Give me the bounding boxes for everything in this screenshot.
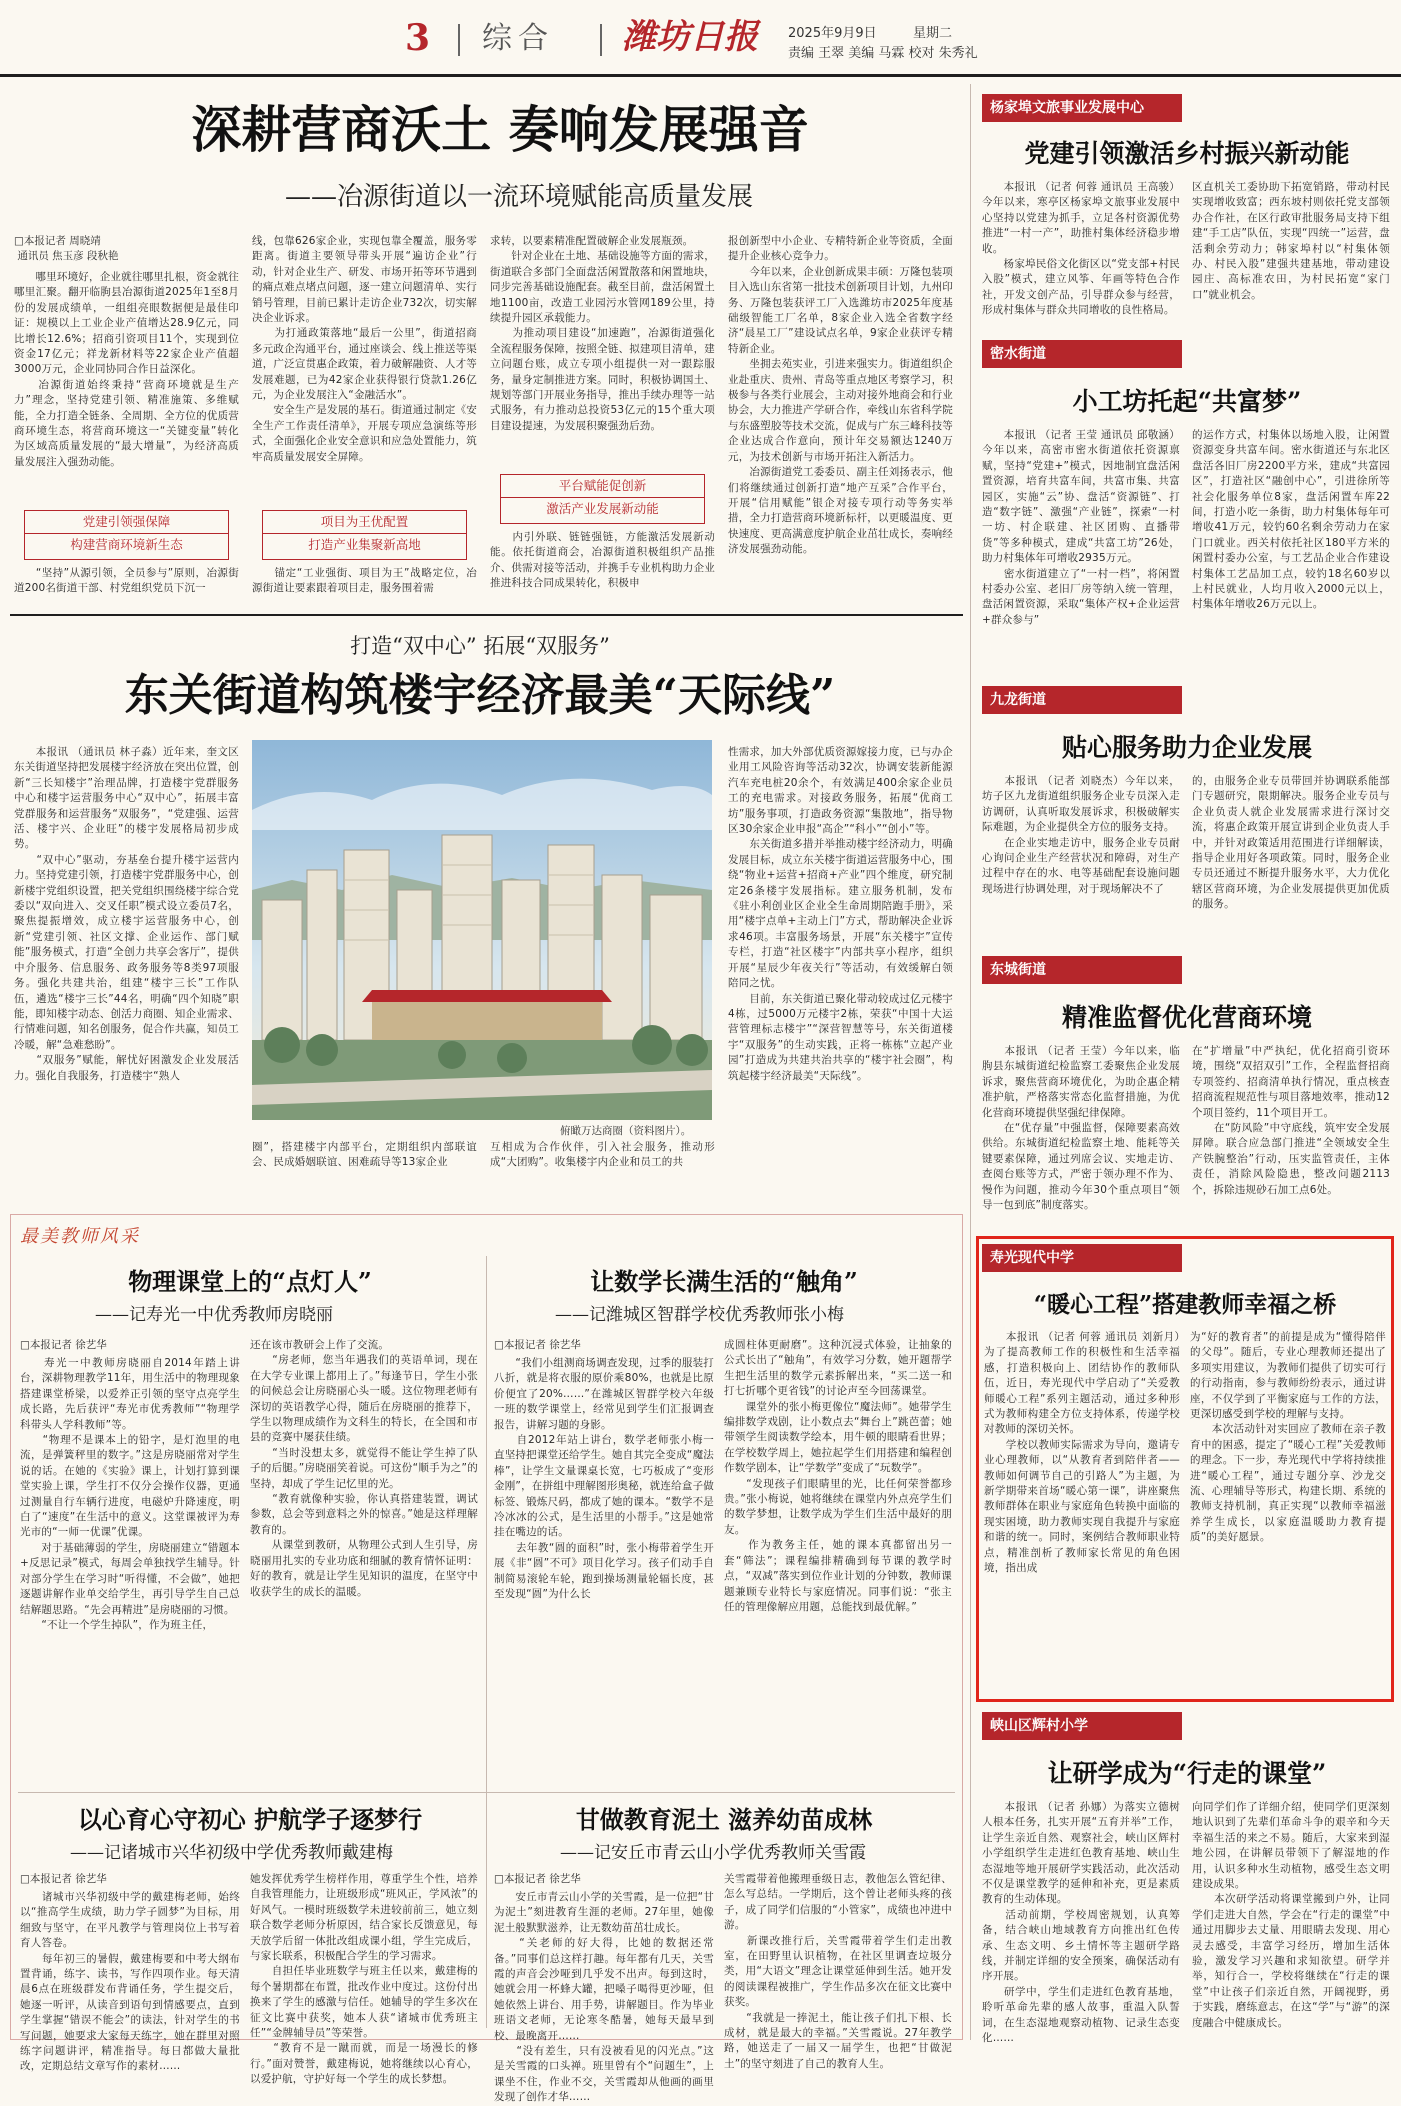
masthead-divider <box>600 24 602 56</box>
right-section-body: 本报讯 （记者 何蓉 通讯员 王高骏）今年以来，寒亭区杨家埠文旅事业发展中心坚持以党建为抓手，立足各村资源优势推进“一村一产”，助推村集体经济稳步增收。 杨家埠民俗文化街区以“党支部+村民入股”模式，建立风筝、年画等特色合作社，开发文创产品，引导群众参与经营，形成村集体与群众共同增收的良性格局。 <box>982 181 1180 317</box>
lead-column-2: 线，包靠626家企业，实现包靠全覆盖，服务零距离。街道主要领导带头开展“遍访企业”行动，针对企业生产、研发、市场开拓等环节遇到的痛点难点堵点问题，逐一建立问题清单、实行销号管理，目前已累计走访企业732次，切实解决企业诉求。 为打通政策落地“最后一公里”，街道招商多元政企沟通平台，通过座谈会、线上推送等渠道，广泛宣贯惠企政策，着力破解融资、人才等发展难题，已为42家企业获得银行贷款1.26亿元，为企业发展注入“金融活水”。 安全生产是发展的基石。街道通过制定《安全生产工作责任清单》，开展专项应急演练等形式，全面强化企业安全意识和应急处置能力，筑牢高质量发展安全屏障。 <box>252 235 477 463</box>
teacher-1-title: 物理课堂上的“点灯人” <box>128 1267 372 1296</box>
section-rule <box>10 614 963 616</box>
right-section-banner: 九龙街道 <box>982 686 1182 714</box>
subhead-line: 打造产业集聚新高地 <box>263 533 466 556</box>
skyline-photo-art <box>252 740 712 1120</box>
teacher-4-subtitle: ——记安丘市青云山小学优秀教师关雪霞 <box>560 1843 866 1863</box>
lead-title: 深耕营商沃土 奏响发展强音 <box>191 100 809 159</box>
teacher-2-column-1: “我们小组测商场调查发现，过季的服装打八折，就是将衣服的原价乘80%，也就是比原价便宜了20%……”在潍城区智群学校六年级一班的数学课堂上，经常见到学生们汇报调查报告，讲解习题的身影。 自2012年站上讲台，数学老师张小梅一直坚持把课堂还给学生。她自其完全变成“魔法棒”，让学生文量课桌长宽，七巧板成了“变形金刚”，在拼组中理解图形奥秘，就连给盒子做标签、锻炼尺码，都成了她的课本。“数学不是冷冰冰的公式，是生活里的小帮手。”这是她常挂在嘴边的话。 去年教“圆的面积”时，张小梅带着学生开展《非“圆”不可》项目化学习。孩子们动手自制简易滚轮车轮，跑到操场测量轮辐长度，甚至发现“圆”为什么长 <box>494 1357 714 1601</box>
lead-column-1: 哪里环境好，企业就往哪里扎根，资金就往哪里汇聚。翻开临朐县冶源街道2025年1至8月份的发展成绩单，一组组亮眼数据便是最佳印证：规模以上工业企业产值增达28.9亿元，同比增长12.6%；招商引资项目11个，实现到位资金17亿元；祥龙新材料等22家企业产值超3000万元，企业同协同合作日益深化。 冶源街道始终秉持“营商环境就是生产力”理念，坚持党建引领、精准施策、多维赋能，全力打造全链条、全周期、全方位的优质营商环境生态，将营商环境这一“关键变量”转化为区域高质量发展的“最大增量”，为经济高质量发展注入强劲动能。 <box>14 271 239 468</box>
lead-subhead-box <box>262 510 467 560</box>
right-section-title: 让研学成为“行走的课堂” <box>1047 1759 1327 1788</box>
right-section-title: 精准监督优化营商环境 <box>1061 1003 1312 1032</box>
right-section-body: 的运作方式，村集体以场地入股，让闲置资源变身共富车间。密水街道还与东北区盘活各旧厂房2200平方米，建成“共富园区”，打造社区“融创中心”，引进徐所等社会化服务单位8家，盘活闲置车库22间，打造小吃一条街，助力村集体每年可增收41万元，较钓60名剩余劳动力在家门口就业。西关村依托社区180平方米的闲置村委办公室，与工艺品企业合作建设村集体工艺品加工点，较钓18名60岁以上村民就业，人均月收入2000元以上，村集体年增收26万元以上。 <box>1192 429 1390 611</box>
teacher-3-column-1: 诸城市兴华初级中学的戴建梅老师，始终以“推高学生成绩，助力学子圆梦”为目标，用细致与坚守，在平凡教学与管理岗位上书写着育人答卷。 每年初三的暑假，戴建梅要和中考大纲布置背诵，练字、读书，写作四项作业。每天清晨6点在班级群发布背诵任务，学生提交后，她逐一听评，从读音到语句到情感要点，直到学生掌握“错误不能会”的读法，针对学生的书写问题，她要求大家每天练字，她在群里对照练字问题讲评，精准指导。每日都做大量批改，定期总结文章写作的素材…… <box>20 1891 240 2073</box>
right-section-title: 党建引领激活乡村振兴新动能 <box>1024 139 1350 168</box>
teacher-4-column-1: 安丘市青云山小学的关雪霞，是一位把“甘为泥土”刻进教育生涯的老师。27年里，她像泥土般默默滋养，让无数幼苗茁壮成长。 “关老师的好大得，比她的数据还常备。”同事们总这样打趣。每年都有几天，关雪霞的声音会沙哑到几乎发不出声。每到这时，她就会用一杯蜂大罐，把嗓子喝得更沙哑，但她依然上讲台、用手势，讲解题目。作为毕业班语文老师，无论寒冬酷暑，她每天最早到校、最晚离开…… “没有差生，只有没被看见的闪光点。”这是关雪霞的口头禅。班里曾有个“问题生”，上课坐不住，作业不交，关雪霞却从他画的画里发现了创作才华…… <box>494 1891 714 2104</box>
right-section-body: 向同学们作了详细介绍，使同学们更深刻地认识到了先辈们革命斗争的艰辛和今天幸福生活的来之不易。随后，大家来到湿地公园，在讲解员带领下了解湿地的作用，认识多种水生动植物，感受生态文明建设成果。 本次研学活动将课堂搬到户外，让同学们走进大自然，学会在“行走的课堂”中通过用脚步去丈量、用眼睛去发现、用心灵去感受，丰富学习经历，增加生活体验，激发学习兴趣和求知欲望。研学并举，知行合一，学校将继续在“行走的课堂”中让孩子们亲近自然，开阔视野，勇于实践，磨练意志，在这“学”与“游”的深度融合中健康成长。 <box>1192 1801 1390 2029</box>
teacher-4-title: 甘做教育泥土 滋养幼苗成林 <box>575 1805 873 1834</box>
teacher-2-byline: □本报记者 徐艺华 <box>494 1339 581 1351</box>
teacher-2-title: 让数学长满生活的“触角” <box>590 1267 858 1296</box>
right-column-divider <box>970 84 971 2040</box>
row-divider <box>18 1792 955 1793</box>
teacher-3-title: 以心育心守初心 护航学子逐梦行 <box>77 1805 423 1834</box>
teachers-banner <box>14 1220 164 1248</box>
lead-column-2b: 锚定“工业强街、项目为王”战略定位，冶源街道让要素跟着项目走，服务围着需 <box>252 567 477 595</box>
lead-column-1b: “坚持”从源引领，全员参与”原则，冶源街道200名街道干部、村党组织党员下沉一 <box>14 567 239 595</box>
teacher-1-column-1: 寿光一中教师房晓丽自2014年踏上讲台，深耕物理教学11年，用生活中的物理现象搭建课堂桥梁，以爱养正引领的坚守点亮学生成长路，先后获评“寿光市优秀教师”“物理学科带头人学科教师”等。 “物理不是课本上的铅字，是灯泡里的电流，是弹簧秤里的数字。”这是房晓丽常对学生说的话。在她的《实验》课上，计划打算到课堂实验上课，学生打不仅分会操作仪器，更通过测量自行车辆行进度，电磁炉升降速度，明白了“速度”在生活中的意义。这堂课被评为寿光市的“一师一优课”优课。 对于基础薄弱的学生，房晓丽建立“错题本+反思记录”模式，每周会单独找学生辅导。针对部分学生在学习时“听得懂，不会做”，她把逐题讲解作业单交给学生，再引导学生自己总结解题思路。“先会再精进”是房晓丽的习惯。 “不让一个学生掉队”，作为班主任， <box>20 1357 240 1631</box>
issue-weekday: 星期二 <box>913 26 953 41</box>
teacher-1-byline: □本报记者 徐艺华 <box>20 1339 107 1351</box>
lead-column-3: 求转，以要素精准配置破解企业发展瓶颈。 针对企业在土地、基础设施等方面的需求，街道联合多部门全面盘活闲置散落和闲置地块，同步完善基础设施配套。截至目前，盘活闲置土地1100亩，改造工业园污水管网189公里，持续提升园区承载能力。 为推动项目建设“加速跑”，冶源街道强化全流程服务保障，按照全链、拟建项目清单，建立问题台账，成立专项小组提供一对一跟踪服务，量身定制推进方案。同时，积极协调国土、规划等部门开展业务指导，推出手续办理等一站式服务，有力推动总投资53亿元的15个重大项目建设提速，为发展积聚强劲后劲。 <box>490 235 715 432</box>
lead-column-4: 报创新型中小企业、专精特新企业等资质，全面提升企业核心竞争力。 今年以来，企业创新成果丰硕：万隆包装项目入选山东省第一批技术创新项目计划，九州印务、万隆包装获评工厂入选潍坊市2025年度基础级智能工厂名单，8家企业入选全省数字经济“晨星工厂”建设试点名单，9家企业获评专精特新企业。 坐拥去苑实业，引进来强实力。街道组织企业赴重庆、贵州、青岛等重点地区考察学习，积极参与各类行业展会，主动对接外地商会和行业协会，大力推进产学研合作，牵线山东省科学院与东盛塑胶等技术交流，促成与广东三峰科技等企业达成合作意向，预计年交易额达1240万元，为技术创新与市场开拓注入新活力。 冶源街道党工委委员、副主任刘扬表示，他们将继续通过创新打造“地产互采”合作平台，开展“信用赋能”银企对接专项行动等务实举措，全力打造营商环境新标杆，以更暖温度、更快速度、更高满意度护航企业茁壮成长，奏响经济发展强劲动能。 <box>728 235 953 556</box>
teacher-4-column-2: 关雪霞带着他搬理垂级日志，教他怎么管纪律、怎么写总结。一学期后，这个曾让老师头疼的孩子，成了同学们信服的“小管家”，成绩也冲进中游。 新课改推行后，关雪霞带着学生们走出教室，在田野里认识植物，在社区里调查垃圾分类，用“大语文”理念让课堂延伸到生活。她开发的阅读课程被推广，学生作品多次在征文比赛中获奖。 “我就是一捧泥土，能让孩子们扎下根、长成材，就是最大的幸福。”关雪霞说。27年教学路，她送走了一届又一届学生，也把“甘做泥土”的坚守刻进了自己的教育人生。 <box>724 1873 952 2070</box>
subhead-line: 构建营商环境新生态 <box>25 533 228 556</box>
lead-subtitle: ——冶源街道以一流环境赋能高质量发展 <box>285 182 754 212</box>
right-section-body: 本报讯 （记者 王莹）今年以来，临朐县东城街道纪检监察工委聚焦企业发展诉求，聚焦营商环境优化，为助企惠企精准护航，严格落实常态化监督措施，为优化营商环境提供坚强纪律保障。 在“优存量”中强监督，保障要素高效供给。东城街道纪检监察土地、能耗等关键要素保障，通过列席会议、实地走访、查阅台账等方式，严密于领办理不作为、慢作为问题，推动今年30个重点项目“领导一包到底”制度落实。 <box>982 1045 1180 1212</box>
teacher-1-subtitle: ——记寿光一中优秀教师房晓丽 <box>95 1305 333 1325</box>
second-title: 东关街道构筑楼宇经济最美“天际线” <box>124 670 836 721</box>
right-section-title: 小工坊托起“共富梦” <box>1072 387 1302 416</box>
second-column-4: 性需求，加大外部优质资源嫁接力度，已与办企业用工风险咨询等活动32次，协调安装新能源汽车充电桩20余个，有效满足400余家企业员工的充电需求。对接政务服务，拓展“优商工坊”服务事项，打造政务资源“集散地”，指导物区30余家企业申报“高企”“科小”“创小”等。 东关街道多措并举推动楼宇经济动力，明确发展目标，成立东关楼宇街道运营服务中心，围绕“物业+运营+招商+产业”四个维度，研究制定26条楼宇发展指标。建立服务机制，发布《驻小利创业区企业全生命周期陪跑手册》，采用“楼宇点单+主动上门”方式，帮助解决企业诉求46项。丰富服务场景，开展“东关楼宇”宣传专栏，打造“社区楼宇”内部共享小程序，组织开展“星辰少年夜关行”等活动，有效缓解白领陪同之忧。 目前，东关街道已聚化带动较成过亿元楼宇4栋，过5000万元楼宇2栋，荣获“中国十大运营管理标志楼宇”“深营智慧等号，东关街道楼宇“双服务”的生动实践，正将一栋栋“立起产业园”打造成为共建共治共享的“楼宇社会圈”，构筑起楼宇经济最美“天际线”。 <box>728 746 953 1082</box>
section-name: 综合 <box>482 21 554 56</box>
right-section-body: 在“扩增量”中严执纪，优化招商引资环境，围绕“双招双引”工作，全程监督招商专项签约、招商清单执行情况，重点核查招商流程规范性与项目落地效率，推动12个项目签约，11个项目开工。 在“防风险”中守底线，筑牢安全发展屏障。联合应急部门推进“全领域安全生产铁腕整治”行动，压实监管责任，主体责任，消除风险隐患，整改问题2113个，拆除违规砂石加工点6处。 <box>1192 1045 1390 1196</box>
second-kicker: 打造“双中心” 拓展“双服务” <box>350 634 610 658</box>
right-section-banner: 峡山区辉村小学 <box>982 1712 1182 1740</box>
teacher-3-byline: □本报记者 徐艺华 <box>20 1873 107 1885</box>
right-section-body: 本报讯 （记者 王莹 通讯员 邱敬涵）今年以来，高密市密水街道依托资源禀赋，坚持“党建+”模式，因地制宜盘活闲置资源，培育共富车间，共富市集、共富园区，实施“云”协、盘活“资源链”、打造“数字链”、激强“产业链”，探索“一村一坊、村企联建、社区团购、直播带货”等多种模式，建成“共富工坊”26处，助力村集体年可增收2935万元。 密水街道建立了“一村一档”，将闲置村委办公室、老旧厂房等纳入统一管理，盘活闲置资源，采取“集体产权+企业运营+群众参与” <box>982 429 1180 626</box>
lead-byline: □本报记者 周晓靖 通讯员 焦玉彦 段秋艳 <box>14 235 119 262</box>
right-section-body: 区直机关工委协助下拓宽销路，带动村民实现增收致富；西东坡村则依托党支部领办合作社，在区行政审批服务局支持下组建“手工店”队伍，实现“四统一”运营，盘活剩余劳动力；韩家埠村以“村集体领办、村民入股”建强共建基地，带动建设园庄、高标准农田，为村民拓宽“家门口”就业机会。 <box>1192 181 1390 301</box>
page-number: 3 <box>405 17 431 59</box>
right-section-title: “暖心工程”搭建教师幸福之桥 <box>1033 1291 1337 1318</box>
right-section-banner: 东城街道 <box>982 956 1182 984</box>
masthead-divider <box>458 24 460 56</box>
right-section-body: 的，由服务企业专员带回并协调联系能部门专题研究，限期解决。服务企业专员与企业负责人就企业发展需求进行深讨交流，将惠企政策开展宣讲到企业负责人手中，并针对政策适用范围进行详细解读，指导企业用好各项政策。同时，服务企业专员还通过不断提升服务水平，大力优化辖区营商环境，为企业发展提供更加优质的服务。 <box>1192 775 1390 911</box>
masthead-rule <box>0 74 1401 77</box>
lead-subhead-box <box>24 510 229 560</box>
second-column-3: 互相成为合作伙伴，引入社会服务，推动形成“大团购”。收集楼宇内企业和员工的共 <box>490 1141 715 1169</box>
photo-caption: 俯瞰万达商圈（资料图片）。 <box>560 1125 692 1137</box>
masthead <box>0 0 1401 70</box>
subhead-line: 项目为王优配置 <box>320 514 409 529</box>
teacher-3-subtitle: ——记诸城市兴华初级中学优秀教师戴建梅 <box>70 1843 393 1863</box>
second-column-2: 圈”，搭建楼宇内部平台，定期组织内部联谊会、民成婚姻联谊、困难疏导等13家企业 <box>252 1141 477 1169</box>
teacher-1-column-2: 还在该市教研会上作了交流。 “房老师，您当年遇我们的英语单词，现在在大学专业课上都用上了。”每逢节日，学生小张的问候总会让房晓丽心头一暖。这位物理老师有深切的英语教学心得，随后在房晓丽的推荐下，学生以物理成绩作为文科生的特长，在全国和市县的竞赛中屡获佳绩。 “当时没想太多，就觉得不能让学生掉了队子的后腿。”房晓丽笑着说。可这份“顺手为之”的坚持，却成了学生记忆里的光。 “教育就像种实验，你认真搭建装置，调试参数，总会等到意料之外的惊喜。”她是这样理解教育的。 从课堂到教研，从物理公式到人生引导，房晓丽用扎实的专业功底和细腻的教育情怀证明：好的教育，就是让学生见知识的温度，在坚守中收获学生的成长的温暖。 <box>250 1339 478 1598</box>
teacher-3-column-2: 她发挥优秀学生榜样作用，尊重学生个性，培养自我管理能力，让班级形成“班风正，学风浓”的好风气。一模时班级数学未进较前前三，她立刻联合数学老师分析原因，结合家长反馈意见，每天放学后留一体批改组成课小组，学生完成后，与家长联系，积极配合学生的学习需求。 自担任毕业班数学与班主任以来，戴建梅的每个暑期都在布置，批改作业中度过。这份付出换来了学生的感激与信任。她辅导的学生多次在征文比赛中获奖，她本人获“诸城市优秀班主任”“金牌辅导员”等荣誉。 “教育不是一蹴而就，而是一场漫长的修行。”面对赞誉，戴建梅说，她将继续以心育心，以爱护航，守护好每一个学生的成长梦想。 <box>250 1873 478 2086</box>
right-section-body: 本报讯 （记者 孙娜）为落实立德树人根本任务，扎实开展“五育并举”工作，让学生亲近自然、观察社会，峡山区辉村小学组织学生走进红色教育基地、峡山生态湿地等地开展研学实践活动，此次活动不仅是课堂教学的延伸和补充，更是素质教育的生动体现。 活动前期，学校周密规划，认真筹备，结合峡山地域教育方向推出红色传承、生态文明、乡土情怀等主题研学路线，并制定详细的安全预案，确保活动有序开展。 研学中，学生们走进红色教育基地，聆听革命先辈的感人故事，重温入队誓词，在生态湿地观察动植物、记录生态变化…… <box>982 1801 1180 2045</box>
second-column-1: 本报讯 （通讯员 林子淼）近年来，奎文区东关街道坚持把发展楼宇经济放在突出位置，创新“三长知楼宇”治理品牌，打造楼宇党群服务中心和楼宇运营服务中心“双中心”，拓展丰富党群服务和运营服务“双服务”，“党建强、运营活、楼宇兴、企业旺”的楼宇发展格局初步成势。 “双中心”驱动，夯基垒台提升楼宇运营内力。坚持党建引领，打造楼宇党群服务中心，创新楼宇党组织设置，把关党组织围绕楼宇综合党委以“双向进入、交叉任职”模式设立委员7名，聚焦提振增效，成立楼宇运营服务中心，创新“党建引领、社区文撑、企业运作、部门赋能”服务模式，打造“全创力共享会客厅”，提供中介服务、信息服务、政务服务等8类97项服务。强化共建共治，组建“楼宇三长”工作队伍，遴选“楼宇三长”44名，明确“四个知晓”职能，即知楼宇动态、创活力商圈、知企业需求、行情难问题，知名创服务，促合作共赢，知员工冷暖，解“急难愁盼”。 “双服务”赋能，解忧好困激发企业发展活力。强化自我服务，打造楼宇“熟人 <box>14 746 239 1082</box>
skyline-photo <box>252 740 712 1120</box>
paper-logo: 潍坊日报 <box>622 17 758 57</box>
issue-date: 2025年9月9日 <box>788 26 877 41</box>
subhead-line: 激活产业发展新动能 <box>501 497 704 520</box>
lead-subhead-box <box>500 474 705 524</box>
teacher-2-subtitle: ——记潍城区智群学校优秀教师张小梅 <box>555 1305 844 1325</box>
subhead-line: 平台赋能促创新 <box>558 478 647 493</box>
teachers-banner-label: 最美教师风采 <box>20 1226 140 1247</box>
right-section-banner: 寿光现代中学 <box>982 1244 1182 1272</box>
right-section-banner: 密水街道 <box>982 340 1182 368</box>
right-section-body: 本报讯 （记者 何蓉 通讯员 刘新月）为了提高教师工作的积极性和生活幸福感，打造积极向上、团结协作的教师队伍，近日，寿光现代中学启动了“关爱教师暖心工程”系列主题活动，通过多种形式为教师构建全方位支持体系，传递学校对教师的深切关怀。 学校以教师实际需求为导向，邀请专业心理教师，以“从教育者到陪伴者——教师如何调节自己的引路人”为主题，为新学期带来首场“暖心第一课”，讲座聚焦教师群体在职业与家庭角色转换中面临的现实困境，助力教师实现自我提升与家庭和谐的统一。同时，案例结合教师职业特点，精准剖析了教师家长常见的角色困境，指出成 <box>984 1331 1180 1575</box>
lead-column-3b: 内引外联、链链强链，方能激活发展新动能。依托街道商会，冶源街道积极组织产品推介、供需对接等活动，并携手专业机构助力企业推进科技合同成果转化，积极申 <box>490 531 715 590</box>
column-divider <box>486 1256 487 2028</box>
teacher-2-column-2: 成圆柱体更耐磨”。这种沉浸式体验，让抽象的公式长出了“触角”，有效学习分数，她开题帮学生把生活里的数学元素拆解出来，“买二送一和打七折哪个更省钱”的讨论声至今回荡课堂。 课堂外的张小梅更像位“魔法师”。她带学生编排数学戏剧，让小数点去“舞台上”跳芭蕾；她带领学生阅读数学绘本，用牛顿的眼睛看世界；在学校数学周上，她拉起学生们用搭建和编程创作数学剧本，让“学数学”变成了“玩数学”。 “发现孩子们眼睛里的光，比任何荣誉都珍贵。”张小梅说，她将继续在课堂内外点亮学生们的数学梦想，让数学成为学生们生活中最好的朋友。 作为教务主任，她的课本真都留出另一套“筛法”；课程编排精确到每节课的教学时点，“双减”落实到位作业计划的分钟数，教师课题兼顾专业特长与家庭情况。同事们说：“张主任的管理像解应用题，总能找到最优解。” <box>724 1339 952 1613</box>
right-section-title: 贴心服务助力企业发展 <box>1061 733 1312 762</box>
right-section-body: 为“好的教育者”的前提是成为“懂得陪伴的父母”。随后，专业心理教师还提出了多项实用建议，为教师们提供了切实可行的行动指南，参与教师纷纷表示，通过讲座，不仅学到了平衡家庭与工作的方法，更深切感受到学校的理解与支持。 本次活动针对实回应了教师在亲子教育中的困惑，提定了“暖心工程”关爱教师的理念。下一步，寿光现代中学将持续推进“暖心工程”，通过专题分享、沙龙交流、心理辅导等形式，构建长期、系统的教师支持机制，真正实现“以教师幸福滋养学生成长，以家庭温暖助力教育提质”的美好愿景。 <box>1190 1331 1386 1544</box>
right-section-banner: 杨家埠文旅事业发展中心 <box>982 94 1182 122</box>
right-section-body: 本报讯 （记者 刘晓杰）今年以来，坊子区九龙街道组织服务企业专员深入走访调研，认真听取发展诉求，积极破解实际难题，为企业提供全方位的服务支持。 在企业实地走访中，服务企业专员耐心询问企业生产经营状况和障碍，对生产过程中存在的水、电等基础配套设施问题现场进行协调处理，对于现场解决不了 <box>982 775 1180 895</box>
editors-line: 责编 王翠 美编 马霖 校对 朱秀礼 <box>788 46 978 61</box>
teacher-4-byline: □本报记者 徐艺华 <box>494 1873 581 1885</box>
subhead-line: 党建引领强保障 <box>82 514 171 529</box>
